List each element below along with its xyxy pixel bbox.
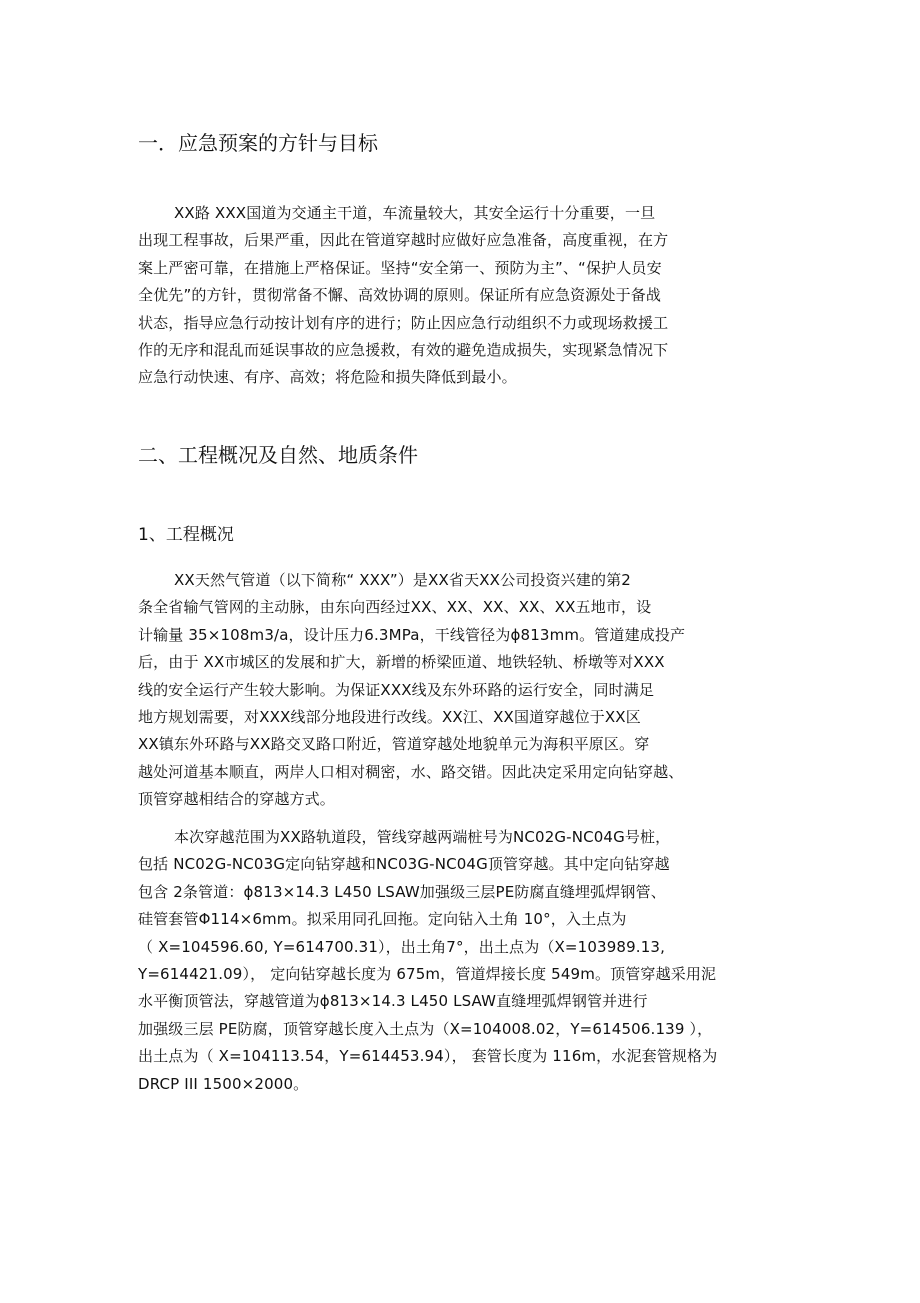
section-2-1-paragraph-1 — [138, 567, 818, 814]
paragraph-line: 作的无序和混乱而延误事故的应急援救，有效的避免造成损失，实现紧急情况下 — [138, 340, 669, 359]
paragraph-line: 出土点为（ X=104113.54，Y=614453.94）， 套管长度为 116m，水泥套管规格为 — [138, 1047, 718, 1066]
paragraph-line: DRCP III 1500×2000。 — [138, 1074, 309, 1093]
paragraph-line: 包含 2条管道：ϕ813×14.3 L450 LSAW加强级三层PE防腐直缝埋弧焊钢管、 — [138, 882, 666, 901]
section-2-1-paragraph-2 — [138, 824, 818, 1098]
paragraph-line: 包括 NC02G-NC03G定向钻穿越和NC03G-NC04G顶管穿越。其中定向钻穿越 — [138, 855, 670, 874]
paragraph-line: 计输量 35×108m3/a，设计压力6.3MPa，干线管径为ϕ813mm。管道建成投产 — [138, 625, 686, 644]
paragraph-line: Y=614421.09）， 定向钻穿越长度为 675m，管道焊接长度 549m。顶管穿越采用泥 — [138, 964, 717, 983]
subsection-2-1-heading: 1、工程概况 — [138, 525, 234, 545]
paragraph-line: 地方规划需要，对XXX线部分地段进行改线。XX江、XX国道穿越位于XX区 — [138, 707, 641, 726]
paragraph-line: 加强级三层 PE防腐，顶管穿越长度入土点为（X=104008.02，Y=614506.139 ）， — [138, 1019, 713, 1038]
paragraph-line: 出现工程事故，后果严重，因此在管道穿越时应做好应急准备，高度重视，在方 — [138, 231, 669, 250]
paragraph-line: 状态，指导应急行动按计划有序的进行；防止因应急行动组织不力或现场救援工 — [138, 313, 669, 332]
paragraph-line: 顶管穿越相结合的穿越方式。 — [138, 790, 335, 809]
paragraph-line: 本次穿越范围为XX路轨道段，管线穿越两端桩号为NC02G-NC04G号桩， — [174, 828, 671, 846]
paragraph-line: 案上严密可靠，在措施上严格保证。坚持“安全第一、预防为主”、“保护人员安 — [138, 258, 662, 277]
section-1-heading: 一．应急预案的方针与目标 — [138, 131, 378, 155]
section-2-heading: 二、工程概况及自然、地质条件 — [138, 443, 418, 467]
paragraph-line: 后，由于 XX市城区的发展和扩大，新增的桥梁匝道、地铁轻轨、桥墩等对XXX — [138, 653, 665, 672]
section-1-paragraph — [138, 200, 818, 392]
paragraph-line: 水平衡顶管法，穿越管道为ϕ813×14.3 L450 LSAW直缝埋弧焊钢管并进行 — [138, 992, 648, 1011]
paragraph-line: 硅管套管Φ114×6mm。拟采用同孔回拖。定向钻入土角 10°，入土点为 — [138, 910, 627, 929]
paragraph-line: 应急行动快速、有序、高效；将危险和损失降低到最小。 — [138, 368, 517, 387]
paragraph-line: XX天然气管道（以下简称“ XXX”）是XX省天XX公司投资兴建的第2 — [174, 571, 631, 589]
paragraph-line: XX路 XXX国道为交通主干道，车流量较大，其安全运行十分重要，一旦 — [174, 204, 656, 222]
paragraph-line: 线的安全运行产生较大影响。为保证XXX线及东外环路的运行安全，同时满足 — [138, 680, 655, 699]
paragraph-line: 条全省输气管网的主动脉，由东向西经过XX、XX、XX、XX、XX五地市，设 — [138, 598, 652, 617]
paragraph-line: 越处河道基本顺直，两岸人口相对稠密，水、路交错。因此决定采用定向钻穿越、 — [138, 762, 684, 781]
paragraph-line: （ X=104596.60, Y=614700.31），出土角7°，出土点为（X=103989.13, — [138, 937, 666, 956]
paragraph-line: XX镇东外环路与XX路交叉路口附近，管道穿越处地貌单元为海积平原区。穿 — [138, 735, 650, 754]
paragraph-line: 全优先”的方针，贯彻常备不懈、高效协调的原则。保证所有应急资源处于备战 — [138, 286, 662, 305]
